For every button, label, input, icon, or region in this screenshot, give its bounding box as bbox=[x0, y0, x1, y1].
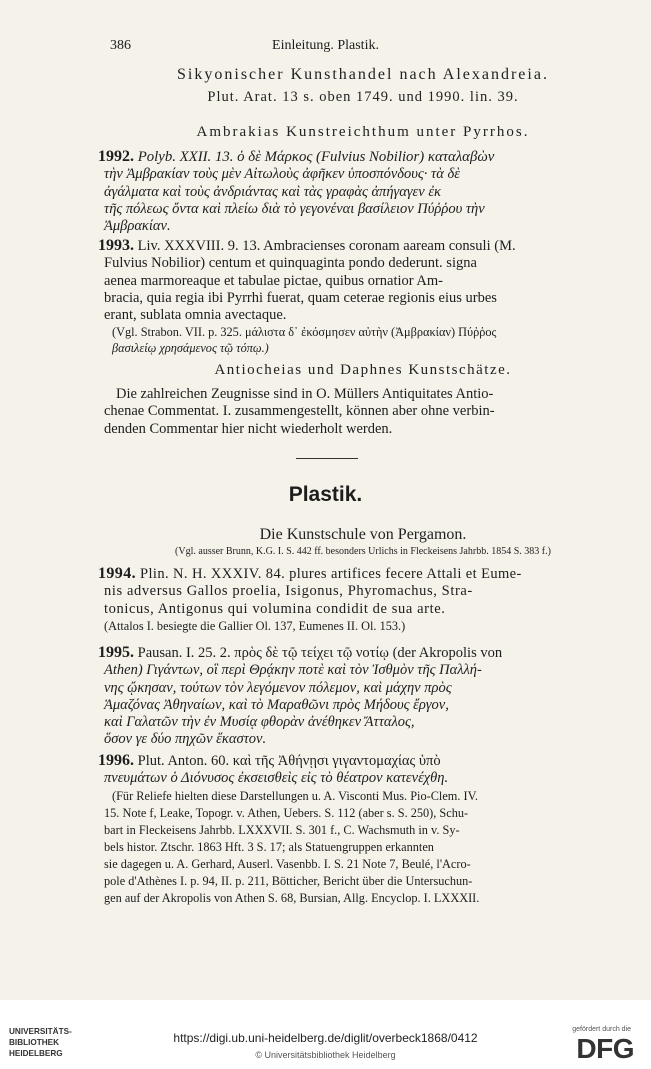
entry-line: νης ᾤκησαν, τούτων τὸν λεγόμενον πόλεμον, καὶ μάχην πρὸς bbox=[104, 679, 452, 696]
entry-line: Ἀμβρακίαν. bbox=[104, 218, 171, 235]
entry-number: 1993. bbox=[98, 237, 134, 254]
page-number: 386 bbox=[110, 38, 131, 53]
entry-note: βασιλείῳ χρησάμενος τῷ τόπῳ.) bbox=[112, 341, 269, 356]
paragraph-line: Die zahlreichen Zeugnisse sind in O. Müllers Antiquitates Antio- bbox=[116, 386, 494, 402]
entry-line: Fulvius Nobilior) centum et quinquaginta pondo dederunt. signa bbox=[104, 255, 477, 272]
entry-note: (Für Reliefe hielten diese Darstellungen u. A. Visconti Mus. Pio-Clem. IV. bbox=[112, 788, 478, 803]
entry-line: Ἀμαζόνας Ἀθηναίων, καὶ τὸ Μαραθῶνι πρὸς Μήδους ἔργον, bbox=[104, 696, 449, 713]
entry-line: Athen) Γιγάντων, οἳ περὶ Θρᾴκην ποτὲ καὶ τὸν Ἰσθμὸν τῆς Παλλή- bbox=[104, 662, 482, 679]
section-divider bbox=[296, 458, 358, 459]
entry-1994 bbox=[98, 565, 628, 634]
entry-line: τῆς πόλεως ὄντα καὶ πλείω διὰ τὸ γεγονέναι βασίλειον Πύῤῥου τὴν bbox=[104, 200, 485, 217]
entry-number: 1995. bbox=[98, 644, 134, 661]
section-heading-pergamon: Die Kunstschule von Pergamon. bbox=[259, 526, 467, 543]
entry-note: (Vgl. Strabon. VII. p. 325. μάλιστα δ᾽ ἐκόσμησεν αὐτὴν (Ἀμβρακίαν) Πύῤῥος bbox=[112, 325, 497, 340]
entry-1995 bbox=[98, 644, 628, 749]
entry-number: 1994. bbox=[98, 565, 136, 582]
section-ref-sikyon: Plut. Arat. 13 s. oben 1749. und 1990. lin. 39. bbox=[207, 89, 519, 105]
entry-note: pole d'Athènes I. p. 94, II. p. 211, Bötticher, Bericht über die Untersuchun- bbox=[104, 873, 473, 888]
copyright-notice: © Universitätsbibliothek Heidelberg bbox=[255, 1050, 396, 1060]
entry-line: καὶ Γαλατῶν τὴν ἐν Μυσίᾳ φθορὰν ἀνέθηκεν Ἄτταλος, bbox=[104, 714, 415, 731]
entry-line: erant, sublata omnia avectaque. bbox=[104, 307, 287, 324]
entry-1993 bbox=[98, 237, 628, 356]
entry-line: ὅσον γε δύο πηχῶν ἕκαστον. bbox=[104, 731, 267, 748]
section-heading-antiocheia: Antiocheias und Daphnes Kunstschätze. bbox=[214, 362, 512, 378]
funding-note: gefördert durch die bbox=[572, 1026, 631, 1033]
entry-note: (Attalos I. besiegte die Gallier Ol. 137, Eumenes II. Ol. 153.) bbox=[104, 618, 406, 633]
antiocheia-paragraph bbox=[98, 386, 628, 438]
library-name-line: UNIVERSITÄTS- bbox=[9, 1027, 72, 1036]
section-heading-ambrakia: Ambrakias Kunstreichthum unter Pyrrhos. bbox=[196, 124, 530, 140]
chapter-title: Plastik. bbox=[288, 483, 363, 506]
entry-line: Polyb. XXII. 13. ὁ δὲ Μάρκος (Fulvius Nobilior) καταλαβὼν bbox=[137, 149, 495, 165]
entry-line: bracia, quia regia ibi Pyrrhi fuerat, quam ceterae regionis eius urbes bbox=[104, 289, 497, 306]
entry-line: Plut. Anton. 60. καὶ τῆς Ἀθήνῃσι γιγαντομαχίας ὑπὸ bbox=[137, 753, 441, 769]
paragraph-line: chenae Commentat. I. zusammengestellt, können aber ohne verbin- bbox=[104, 403, 495, 420]
library-name-line: HEIDELBERG bbox=[9, 1049, 63, 1058]
entry-note: 15. Note f, Leake, Topogr. v. Athen, Uebers. S. 112 (aber s. S. 250), Schu- bbox=[104, 805, 469, 820]
entry-line: Pausan. I. 25. 2. πρὸς δὲ τῷ τείχει τῷ νοτίῳ (der Akropolis von bbox=[137, 645, 503, 661]
pergamon-note: (Vgl. ausser Brunn, K.G. I. S. 442 ff. besonders Urlichs in Fleckeisens Jahrbb. 1854 S. 383 f.) bbox=[175, 546, 551, 557]
entry-line: Plin. N. H. XXXIV. 84. plures artifices fecere Attali et Eume- bbox=[140, 566, 522, 582]
section-heading-sikyon: Sikyonischer Kunsthandel nach Alexandreia. bbox=[177, 66, 549, 83]
entry-note: bart in Fleckeisens Jahrbb. LXXXVII. S. 301 f., C. Wachsmuth in v. Sy- bbox=[104, 822, 460, 837]
entry-line: aenea marmoreaque et tabulae pictae, quibus ornatior Am- bbox=[104, 272, 443, 289]
entry-line: tonicus, Antigonus qui volumina condidit de sua arte. bbox=[104, 600, 446, 617]
dfg-logo[interactable]: DFG bbox=[576, 1033, 634, 1064]
entry-note: gen auf der Akropolis von Athen S. 68, Bursian, Allg. Encyclop. I. LXXXII. bbox=[104, 890, 480, 905]
paragraph-line: denden Commentar hier nicht wiederholt werden. bbox=[104, 420, 393, 437]
entry-line: Liv. XXXVIII. 9. 13. Ambracienses coronam aaream consuli (M. bbox=[137, 238, 516, 254]
entry-line: ἀγάλματα καὶ τοὺς ἀνδριάντας καὶ τὰς γραφὰς ἀπήγαγεν ἐκ bbox=[104, 183, 442, 200]
running-title: Einleitung. Plastik. bbox=[272, 38, 379, 53]
permalink-url[interactable]: https://digi.ub.uni-heidelberg.de/diglit/overbeck1868/0412 bbox=[173, 1031, 478, 1045]
entry-line: nis adversus Gallos proelia, Isigonus, Phyromachus, Stra- bbox=[104, 583, 473, 600]
entry-1996 bbox=[98, 752, 628, 907]
entry-number: 1992. bbox=[98, 148, 134, 165]
entry-line: πνευμάτων ὁ Διόνυσος ἐκσεισθεὶς εἰς τὸ θέατρον κατενέχθη. bbox=[104, 770, 449, 787]
entry-1992 bbox=[98, 148, 628, 235]
entry-line: τὴν Ἀμβρακίαν τοὺς μὲν Αἰτωλοὺς ἀφῆκεν ὑποσπόνδους· τὰ δὲ bbox=[104, 166, 460, 183]
entry-note: sie dagegen u. A. Gerhard, Auserl. Vasenbb. I. S. 21 Note 7, Beulé, l'Acro- bbox=[104, 856, 471, 871]
entry-number: 1996. bbox=[98, 752, 134, 769]
entry-note: bels histor. Ztschr. 1863 Hft. 3 S. 17; als Statuengruppen erkannten bbox=[104, 839, 434, 854]
library-name-line: BIBLIOTHEK bbox=[9, 1038, 60, 1047]
